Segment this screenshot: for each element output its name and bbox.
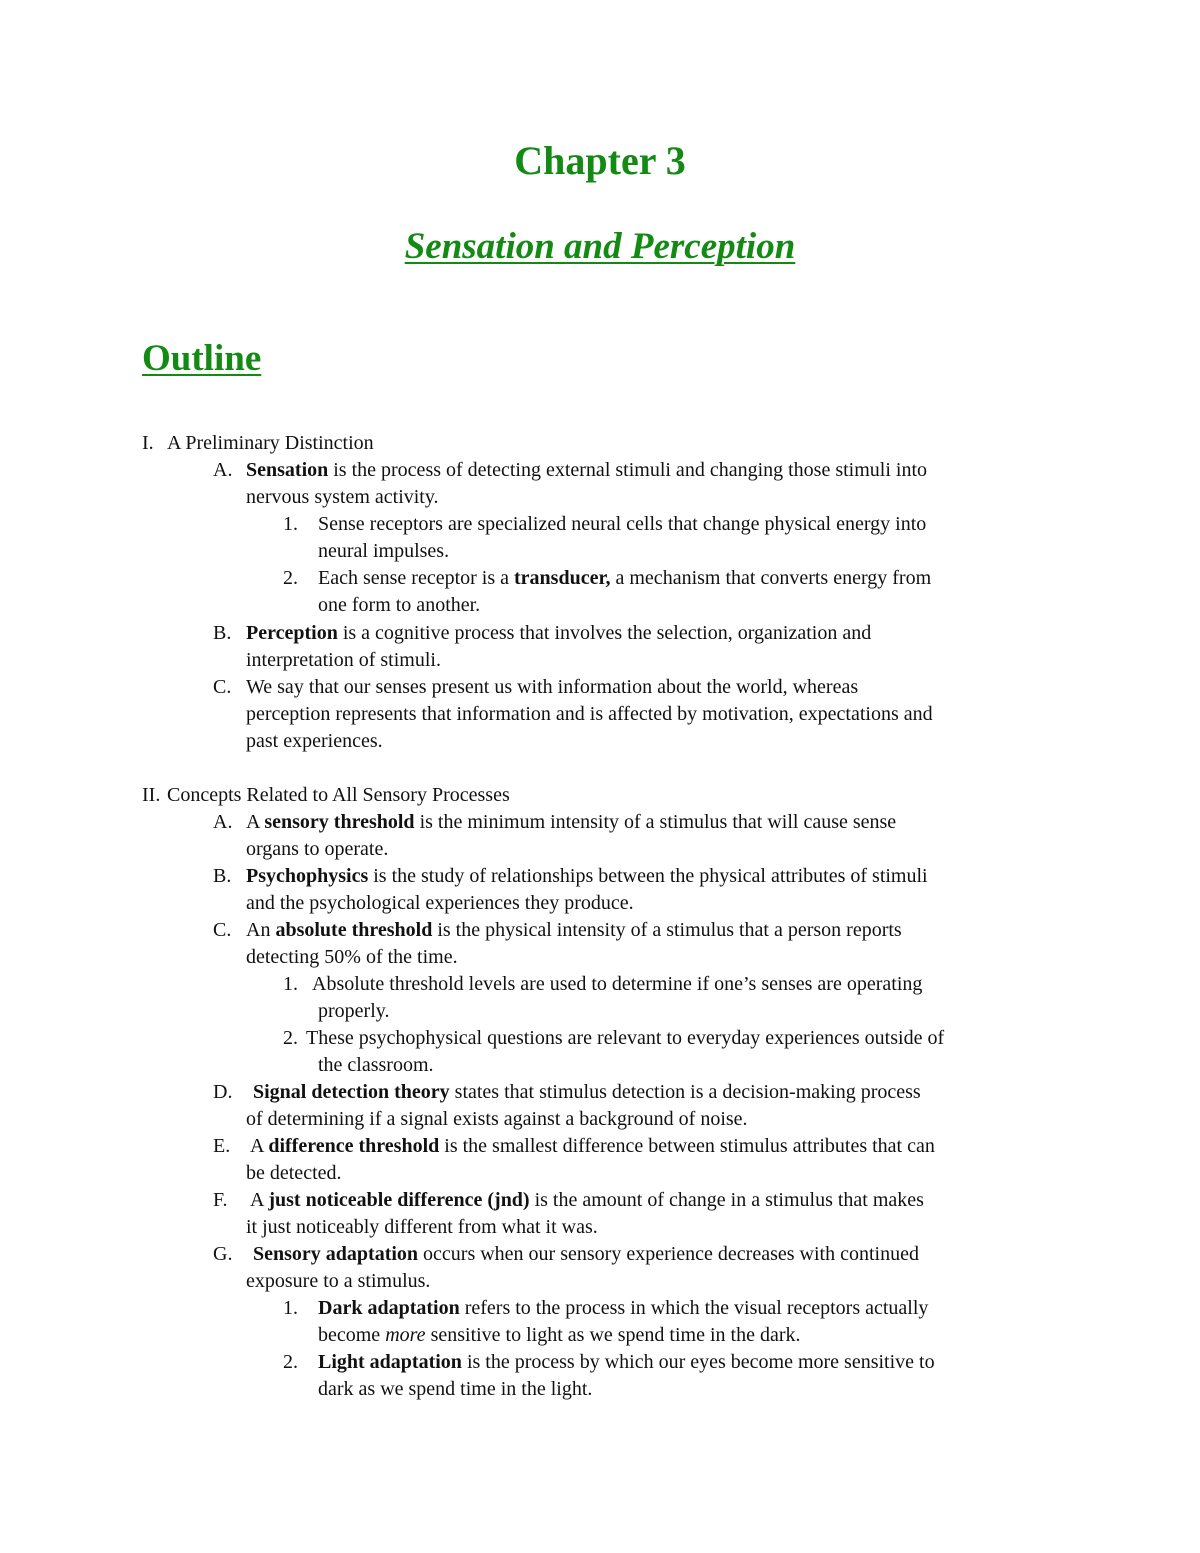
subitem-text: a mechanism that converts energy from	[610, 567, 932, 589]
key-term: difference threshold	[268, 1135, 440, 1157]
subitem-text: neural impulses.	[318, 540, 450, 562]
subitem-text: the classroom.	[318, 1054, 434, 1076]
item-text: of determining if a signal exists against a background of noise.	[246, 1108, 748, 1130]
subitem-text: refers to the process in which the visual receptors actually	[459, 1297, 929, 1319]
item-letter: A.	[213, 459, 233, 481]
chapter-subtitle: Sensation and Perception	[404, 226, 796, 267]
item-letter: D.	[213, 1081, 233, 1103]
key-term: Light adaptation	[318, 1351, 462, 1373]
emphasis-text: more	[385, 1324, 426, 1346]
outline-heading: Outline	[142, 338, 262, 379]
key-term: Dark adaptation	[318, 1297, 460, 1319]
item-text: be detected.	[246, 1162, 342, 1184]
subitem-text: sensitive to light as we spend time in the dark.	[425, 1324, 801, 1346]
item-text: states that stimulus detection is a decision-making process	[449, 1081, 921, 1103]
key-term: Perception	[246, 622, 338, 644]
item-letter: C.	[213, 919, 232, 941]
section-number: I.	[142, 432, 154, 454]
subitem-text: Absolute threshold levels are used to determine if one’s senses are operating	[312, 973, 923, 995]
item-text: is a cognitive process that involves the selection, organization and	[337, 622, 872, 644]
key-term: transducer,	[514, 567, 611, 589]
key-term: just noticeable difference (jnd)	[268, 1189, 530, 1211]
item-text: occurs when our sensory experience decreases with continued	[418, 1243, 919, 1265]
key-term: Sensation	[246, 459, 329, 481]
subitem-number: 2.	[283, 1351, 298, 1373]
item-text: is the minimum intensity of a stimulus that will cause sense	[414, 811, 897, 833]
subitem-number: 1.	[283, 973, 298, 995]
item-text: nervous system activity.	[246, 486, 439, 508]
item-letter: G.	[213, 1243, 233, 1265]
item-text: and the psychological experiences they produce.	[246, 892, 634, 914]
item-letter: F.	[213, 1189, 228, 1211]
subitem-number: 2.	[283, 567, 298, 589]
item-text: We say that our senses present us with information about the world, whereas	[246, 676, 859, 698]
key-term: Sensory adaptation	[253, 1243, 419, 1265]
key-term: sensory threshold	[264, 811, 415, 833]
section-number: II.	[142, 784, 161, 806]
item-letter: C.	[213, 676, 232, 698]
subitem-text: become	[318, 1324, 386, 1346]
item-letter: E.	[213, 1135, 231, 1157]
subitem-text: one form to another.	[318, 594, 481, 616]
item-text: detecting 50% of the time.	[246, 946, 458, 968]
subitem-text: dark as we spend time in the light.	[318, 1378, 593, 1400]
item-text: An	[246, 919, 276, 941]
item-text: is the smallest difference between stimulus attributes that can	[439, 1135, 935, 1157]
item-text: is the study of relationships between the physical attributes of stimuli	[368, 865, 928, 887]
item-text: is the process of detecting external stimuli and changing those stimuli into	[328, 459, 928, 481]
section-title: Concepts Related to All Sensory Processes	[167, 784, 510, 806]
subitem-text: Each sense receptor is a	[318, 567, 515, 589]
item-text: perception represents that information and is affected by motivation, expectations and	[246, 703, 933, 725]
key-term: Psychophysics	[246, 865, 369, 887]
item-text: is the physical intensity of a stimulus that a person reports	[432, 919, 902, 941]
item-text: exposure to a stimulus.	[246, 1270, 431, 1292]
chapter-title: Chapter 3	[514, 138, 686, 183]
item-letter: A.	[213, 811, 233, 833]
item-text: it just noticeably different from what it was.	[246, 1216, 598, 1238]
item-text: interpretation of stimuli.	[246, 649, 441, 671]
subitem-number: 1.	[283, 1297, 298, 1319]
subitem-text: properly.	[318, 1000, 390, 1022]
item-letter: B.	[213, 865, 232, 887]
item-text: A	[250, 1189, 269, 1211]
subitem-number: 2.	[283, 1027, 298, 1049]
subitem-text: These psychophysical questions are relevant to everyday experiences outside of	[306, 1027, 945, 1049]
subitem-text: Sense receptors are specialized neural cells that change physical energy into	[318, 513, 927, 535]
item-text: past experiences.	[246, 730, 383, 752]
subitem-number: 1.	[283, 513, 298, 535]
key-term: Signal detection theory	[253, 1081, 450, 1103]
item-text: A	[250, 1135, 269, 1157]
item-text: is the amount of change in a stimulus that makes	[529, 1189, 924, 1211]
subitem-text: is the process by which our eyes become more sensitive to	[461, 1351, 935, 1373]
section-title: A Preliminary Distinction	[167, 432, 374, 454]
item-letter: B.	[213, 622, 232, 644]
key-term: absolute threshold	[275, 919, 433, 941]
item-text: organs to operate.	[246, 838, 389, 860]
item-text: A	[246, 811, 265, 833]
